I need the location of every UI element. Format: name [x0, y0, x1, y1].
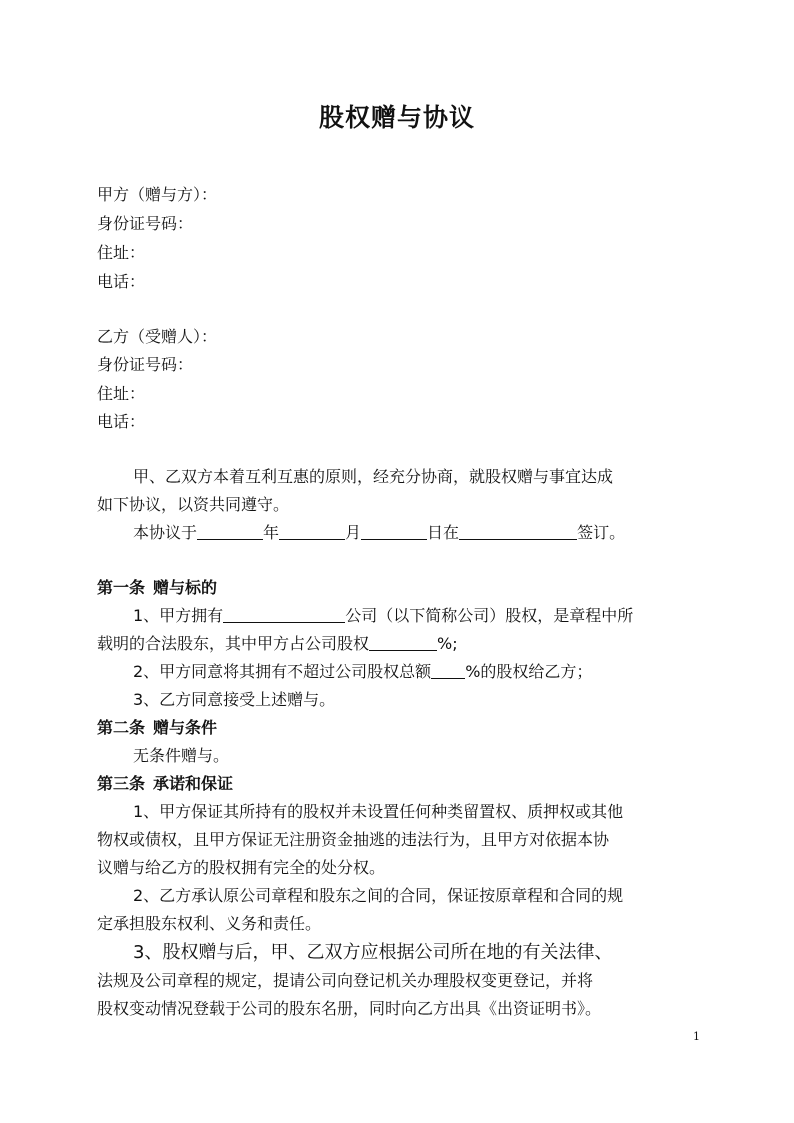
signing-place-blank[interactable] — [459, 523, 577, 540]
article-1-number: 第一条 — [97, 578, 146, 597]
article-1-item-2 — [133, 661, 592, 683]
year-label: 年 — [263, 523, 280, 542]
article-1-item-1 — [133, 605, 633, 627]
page-number: 1 — [693, 1030, 700, 1043]
article-3-item-2-line-1: 2、乙方承认原公司章程和股东之间的合同，保证按原章程和合同的规 — [133, 886, 624, 905]
article-2-title: 赠与条件 — [153, 718, 218, 737]
day-at-label: 日在 — [427, 523, 460, 542]
article-1-item-3: 3、乙方同意接受上述赠与。 — [133, 690, 336, 709]
article-1-item-1-line-2 — [97, 633, 458, 655]
company-name-blank[interactable] — [223, 606, 345, 623]
signing-date-line — [133, 522, 625, 544]
article-1-item-1-suffix: 公司（以下简称公司）股权，是章程中所 — [345, 606, 634, 625]
article-1-item-1-line-2-prefix: 载明的合法股东，其中甲方占公司股权 — [97, 634, 370, 653]
signed-label: 签订。 — [577, 523, 626, 542]
party-a-id-label: 身份证号码： — [97, 214, 194, 233]
article-2-text: 无条件赠与。 — [133, 746, 230, 765]
article-3-number: 第三条 — [97, 774, 146, 793]
document-title: 股权赠与协议 — [318, 103, 475, 132]
article-2-number: 第二条 — [97, 718, 146, 737]
signing-day-blank[interactable] — [361, 523, 427, 540]
article-1-title: 赠与标的 — [153, 578, 218, 597]
month-label: 月 — [345, 523, 362, 542]
party-a-label: 甲方（赠与方）： — [97, 185, 218, 204]
article-3-item-1-line-3: 议赠与给乙方的股权拥有完全的处分权。 — [97, 858, 386, 877]
article-1-item-2-prefix: 2、甲方同意将其拥有不超过公司股权总额 — [133, 662, 432, 681]
article-3-item-3-line-3: 股权变动情况登载于公司的股东名册，同时向乙方出具《出资证明书》。 — [97, 999, 602, 1018]
party-b-phone-label: 电话： — [97, 412, 146, 431]
intro-line-2: 如下协议，以资共同遵守。 — [97, 495, 290, 514]
party-b-address-label: 住址： — [97, 384, 146, 403]
signing-prefix: 本协议于 — [133, 523, 198, 542]
article-2-heading — [97, 717, 217, 739]
article-1-item-2-suffix: %的股权给乙方； — [465, 662, 593, 681]
article-3-item-2-line-2: 定承担股东权利、义务和责任。 — [97, 914, 322, 933]
signing-year-blank[interactable] — [197, 523, 263, 540]
party-b-label: 乙方（受赠人）： — [97, 327, 218, 346]
party-a-phone-label: 电话： — [97, 272, 146, 291]
article-3-item-1-line-2: 物权或债权，且甲方保证无注册资金抽逃的违法行为，且甲方对依据本协 — [97, 830, 610, 849]
article-3-item-3-line-1: 3、股权赠与后，甲、乙双方应根据公司所在地的有关法律、 — [133, 942, 613, 963]
article-3-item-1-line-1: 1、甲方保证其所持有的股权并未设置任何种类留置权、质押权或其他 — [133, 802, 624, 821]
party-b-id-label: 身份证号码： — [97, 355, 194, 374]
party-a-address-label: 住址： — [97, 243, 146, 262]
article-3-title: 承诺和保证 — [153, 774, 234, 793]
gift-percent-blank[interactable] — [431, 662, 465, 679]
signing-month-blank[interactable] — [279, 523, 345, 540]
article-1-item-1-prefix: 1、甲方拥有 — [133, 606, 224, 625]
article-1-heading — [97, 577, 217, 599]
article-1-item-1-line-2-suffix: %; — [437, 634, 458, 653]
article-3-item-3-line-2: 法规及公司章程的规定，提请公司向登记机关办理股权变更登记，并将 — [97, 971, 594, 990]
equity-percent-blank[interactable] — [369, 634, 437, 651]
intro-line-1: 甲、乙双方本着互利互惠的原则，经充分协商，就股权赠与事宜达成 — [133, 467, 614, 486]
article-3-heading — [97, 773, 233, 795]
